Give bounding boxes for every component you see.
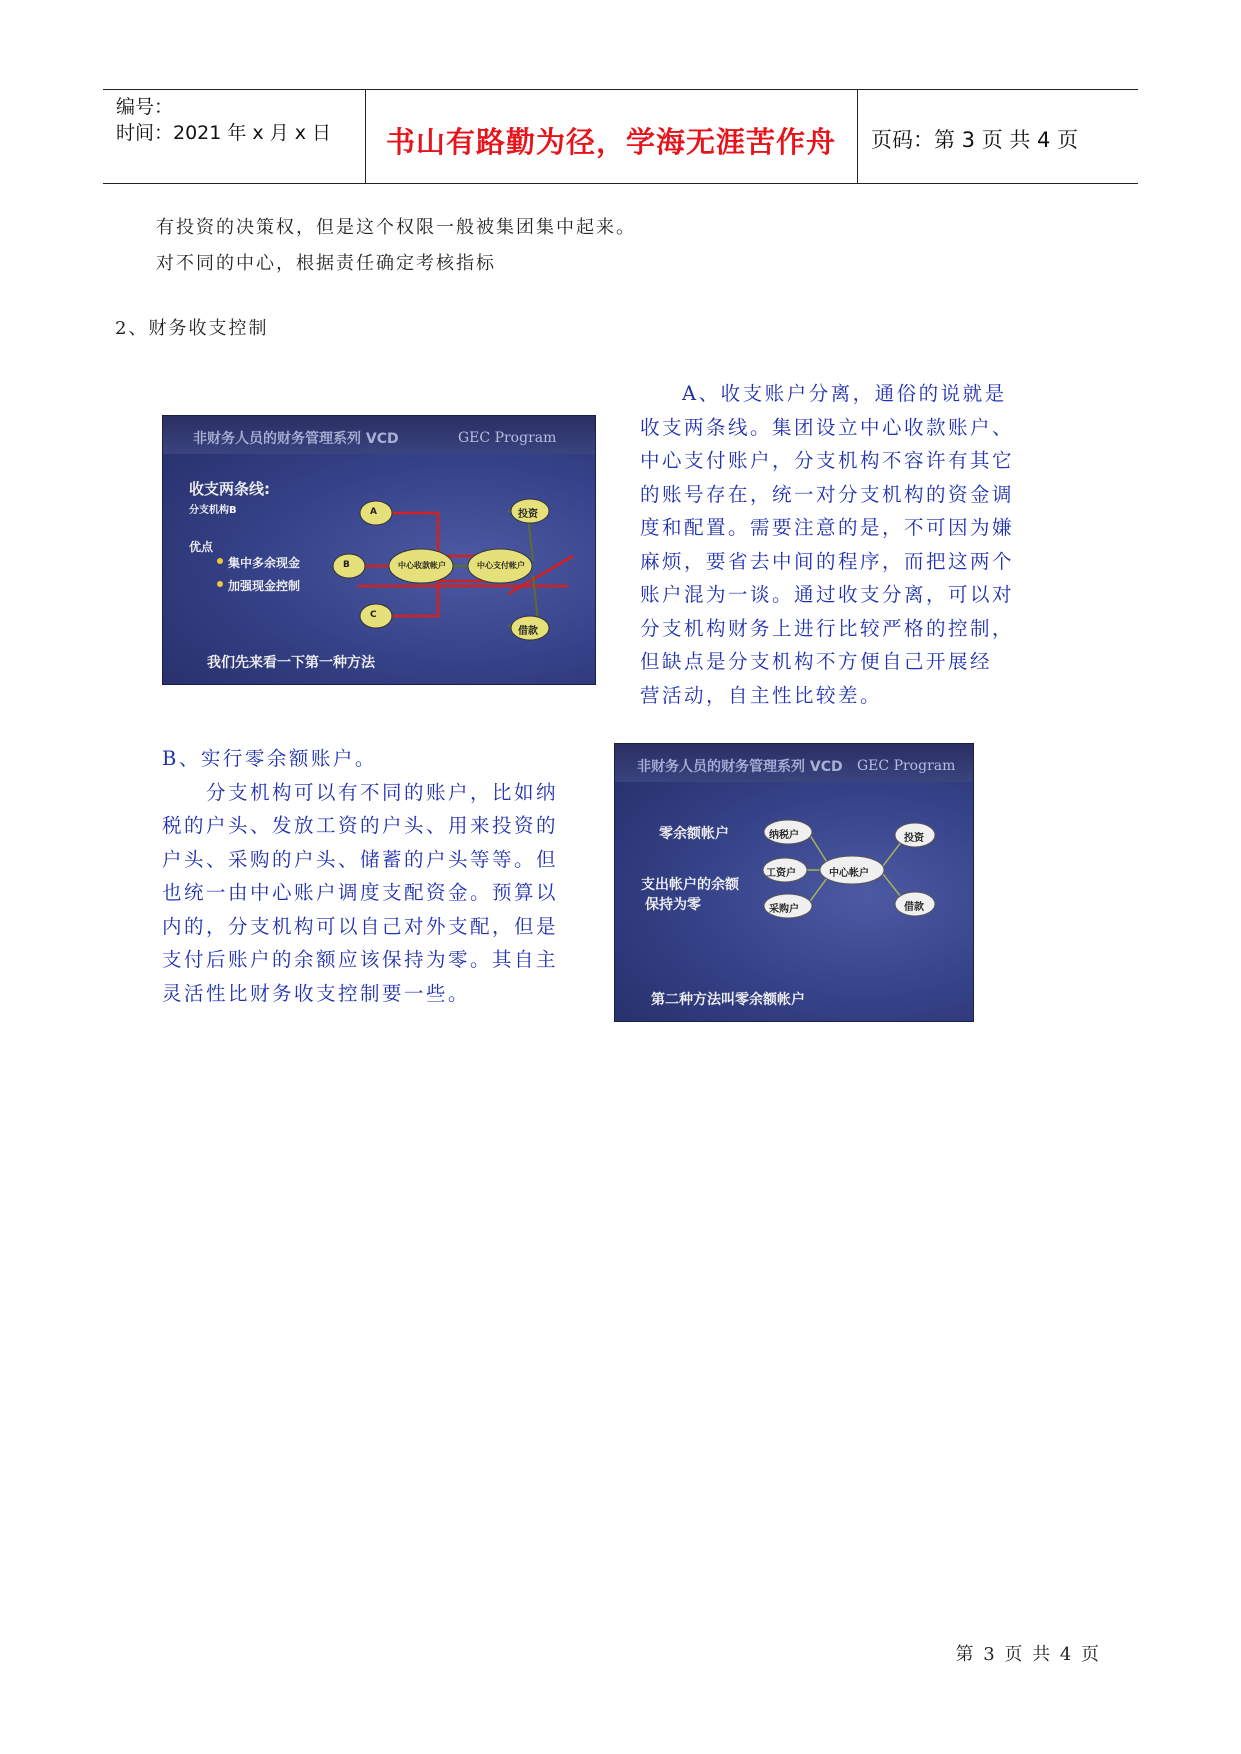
section-b-line: 也统一由中心账户调度支配资金。预算以 [162,881,559,904]
section-a-line: 分支机构财务上进行比较严格的控制， [640,616,1015,640]
slide1-bullet-2: 加强现金控制 [228,579,301,593]
bullet-dot-2 [217,581,223,587]
section-b-line: 灵活性比财务收支控制要一些。 [162,981,471,1005]
node-loan-label: 借款 [518,626,538,637]
section-a-line: A、收支账户分离，通俗的说就是 [682,382,1007,405]
slide2-heading: 零余额帐户 [659,826,729,842]
section-b-line: 户头、采购的户头、储蓄的户头等等。但 [162,847,559,871]
arrow-a-to-pay [373,513,493,556]
slide1-bullet-1: 集中多余现金 [228,556,301,570]
node-invest-label: 投资 [904,833,924,844]
slide1-diagram [163,416,595,684]
node-a-label: A [370,507,377,517]
header-meta-cell [103,90,366,183]
document-header [103,89,1138,184]
document-number-label: 编号： [116,96,174,118]
node-b-label: B [343,560,350,570]
node-c-label: C [370,610,377,620]
node-loan-label: 借款 [904,902,924,913]
header-motto-cell [365,90,858,183]
page-code-label: 页码：第 3 页 共 4 页 [871,128,1079,152]
section-a-line: 麻烦，要省去中间的程序，而把这两个 [640,549,1015,573]
section-b-line: 内的，分支机构可以自己对外支配，但是 [162,914,559,938]
section-a-line: 的账号存在，统一对分支机构的资金调 [640,482,1015,506]
slide2-desc-line-1: 支出帐户的余额 [641,877,739,893]
slide-image-zero-balance [614,743,974,1022]
slide-brand: GEC Program [458,430,557,446]
page-footer: 第 3 页 共 4 页 [955,1644,1101,1665]
section-b-text [162,742,572,1010]
slide2-desc-line-2: 保持为零 [645,897,701,913]
section-a-text [640,377,1020,712]
node-purchase-label: 采购户 [769,904,799,915]
section-title: 2、财务收支控制 [115,318,269,339]
motto-text: 书山有路勤为径，学海无涯苦作舟 [385,125,836,159]
node-center-label: 中心帐户 [829,868,869,879]
node-pay-label: 中心支付帐户 [477,561,525,570]
section-b-line: 支付后账户的余额应该保持为零。其自主 [162,948,559,971]
slide-series-title: 非财务人员的财务管理系列 VCD [193,431,399,447]
header-page-cell [857,90,1138,183]
section-a-line: 账户混为一谈。通过收支分离，可以对 [640,583,1015,606]
slide-series-title: 非财务人员的财务管理系列 VCD [637,759,843,775]
slide1-heading: 收支两条线: [189,480,270,498]
slide1-subheading: 分支机构B [189,505,237,516]
node-wage-label: 工资户 [766,868,796,879]
document-time-label: 时间：2021 年 x 月 x 日 [116,122,332,144]
section-a-line: 但缺点是分支机构不方便自己开展经 [640,650,993,673]
section-a-line: 营活动，自主性比较差。 [640,683,883,707]
node-tax-label: 纳税户 [769,830,799,841]
section-b-line: 税的户头、发放工资的户头、用来投资的 [162,814,559,837]
node-invest-label: 投资 [518,509,538,520]
section-a-line: 收支两条线。集团设立中心收款账户、 [640,415,1015,439]
section-a-line: 中心支付账户，分支机构不容许有其它 [640,449,1015,472]
node-collect-label: 中心收款帐户 [398,561,446,570]
section-a-line: 度和配置。需要注意的是，不可因为嫌 [640,516,1015,539]
slide1-merits-label: 优点 [189,540,214,554]
slide1-caption: 我们先来看一下第一种方法 [207,655,375,671]
paragraph-line-1: 有投资的决策权，但是这个权限一般被集团集中起来。 [156,217,636,238]
section-b-line: B、实行零余额账户。 [162,747,377,770]
slide-image-two-line-accounts [162,415,596,685]
paragraph-line-2: 对不同的中心，根据责任确定考核指标 [156,253,496,274]
slide2-caption: 第二种方法叫零余额帐户 [651,992,805,1008]
bullet-dot-1 [217,558,223,564]
section-b-line: 分支机构可以有不同的账户，比如纳 [162,780,559,804]
slide-brand: GEC Program [857,758,956,774]
